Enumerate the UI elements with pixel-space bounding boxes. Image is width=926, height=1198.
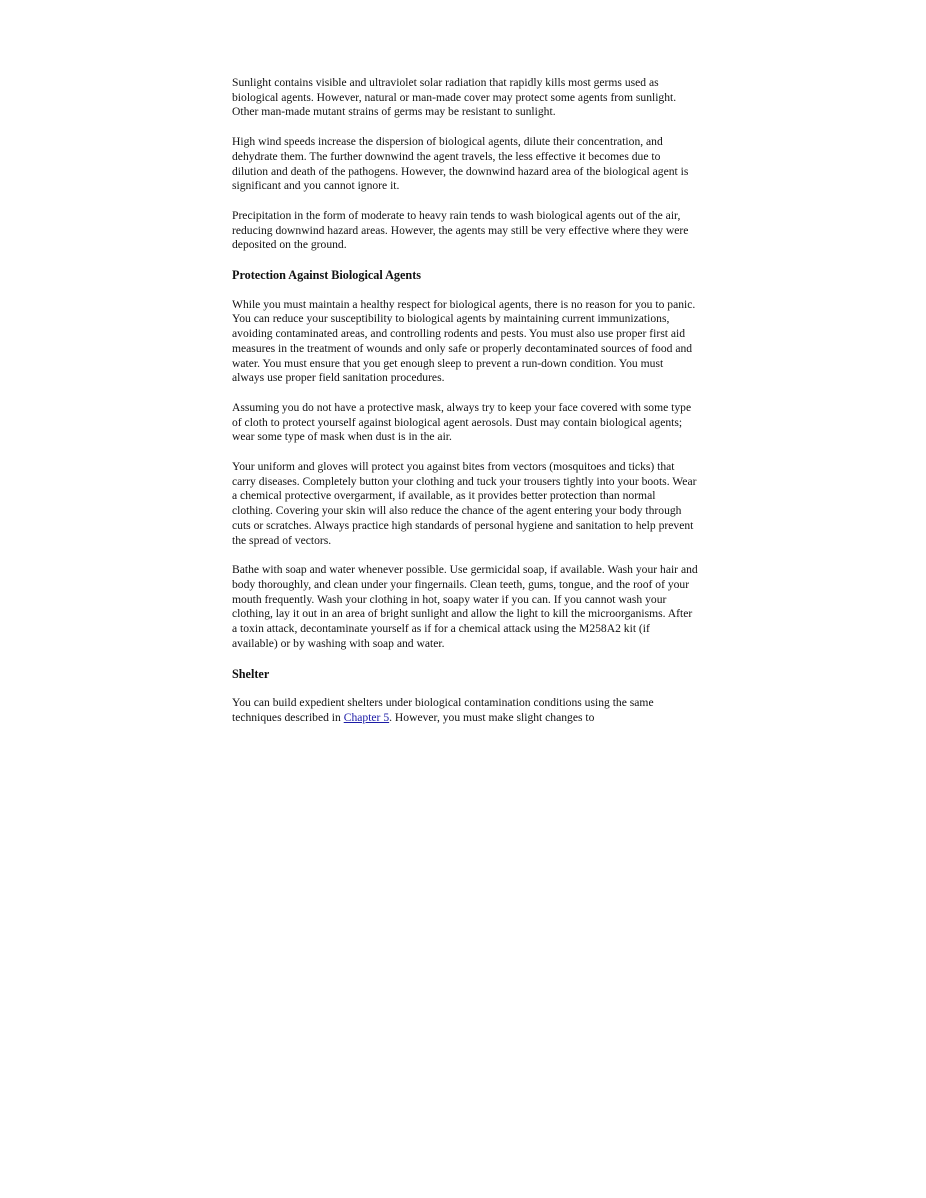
paragraph-uniform: Your uniform and gloves will protect you against bites from vectors (mosquitoes and ticks) that carry diseases. Completely button your clothing and tuck your trousers tightly into your boots. Wear a chemical protective overgarment, if available, as it provides better protection than normal clothing. Covering your skin will also reduce the chance of the agent entering your body through cuts or scratches. Always practice high standards of personal hygiene and sanitation to help prevent the spread of vectors. [232,460,697,547]
paragraph-bathe: Bathe with soap and water whenever possible. Use germicidal soap, if available. Wash your hair and body thoroughly, and clean under your fingernails. Clean teeth, gums, tongue, and the roof of your mouth frequently. Wash your clothing in hot, soapy water if you can. If you cannot wash your clothing, lay it out in an area of bright sunlight and allow the light to kill the microorganisms. After a toxin attack, decontaminate yourself as if for a chemical attack using the M258A2 kit (if available) or by washing with soap and water. [232,563,698,650]
paragraph-precipitation: Precipitation in the form of moderate to heavy rain tends to wash biological agents out of the air, reducing downwind hazard areas. However, the agents may still be very effective where they were deposited on the ground. [232,208,689,252]
paragraph-shelter [232,696,698,725]
paragraph-mask: Assuming you do not have a protective mask, always try to keep your face covered with some type of cloth to protect yourself against biological agent aerosols. Dust may contain biological agents; wear some type of mask when dust is in the air. [232,400,692,444]
paragraph-respect: While you must maintain a healthy respect for biological agents, there is no reason for you to panic. You can reduce your susceptibility to biological agents by maintaining current immunizations, avoiding contaminated areas, and controlling rodents and pests. You must also use proper first aid measures in the treatment of wounds and only safe or properly decontaminated sources of food and water. You must ensure that you get enough sleep to prevent a run-down condition. You must always use proper field sanitation procedures. [232,297,696,385]
heading-shelter: Shelter [232,666,270,681]
document-page [232,76,698,741]
chapter-5-link[interactable]: Chapter 5 [343,710,390,724]
shelter-text-before: You can build expedient shelters under biological contamination conditions using the same techniques described in [232,696,654,724]
paragraph-sunlight: Sunlight contains visible and ultraviolet solar radiation that rapidly kills most germs used as biological agents. However, natural or man-made cover may protect some agents from sunlight. Other man-made mutant strains of germs may be resistant to sunlight. [232,76,677,119]
shelter-text-after: . However, you must make slight changes to [389,710,595,724]
paragraph-wind: High wind speeds increase the dispersion of biological agents, dilute their concentration, and dehydrate them. The further downwind the agent travels, the less effective it becomes due to dilution and death of the pathogens. However, the downwind hazard area of the biological agent is significant and you cannot ignore it. [232,135,689,193]
heading-protection: Protection Against Biological Agents [232,268,422,283]
